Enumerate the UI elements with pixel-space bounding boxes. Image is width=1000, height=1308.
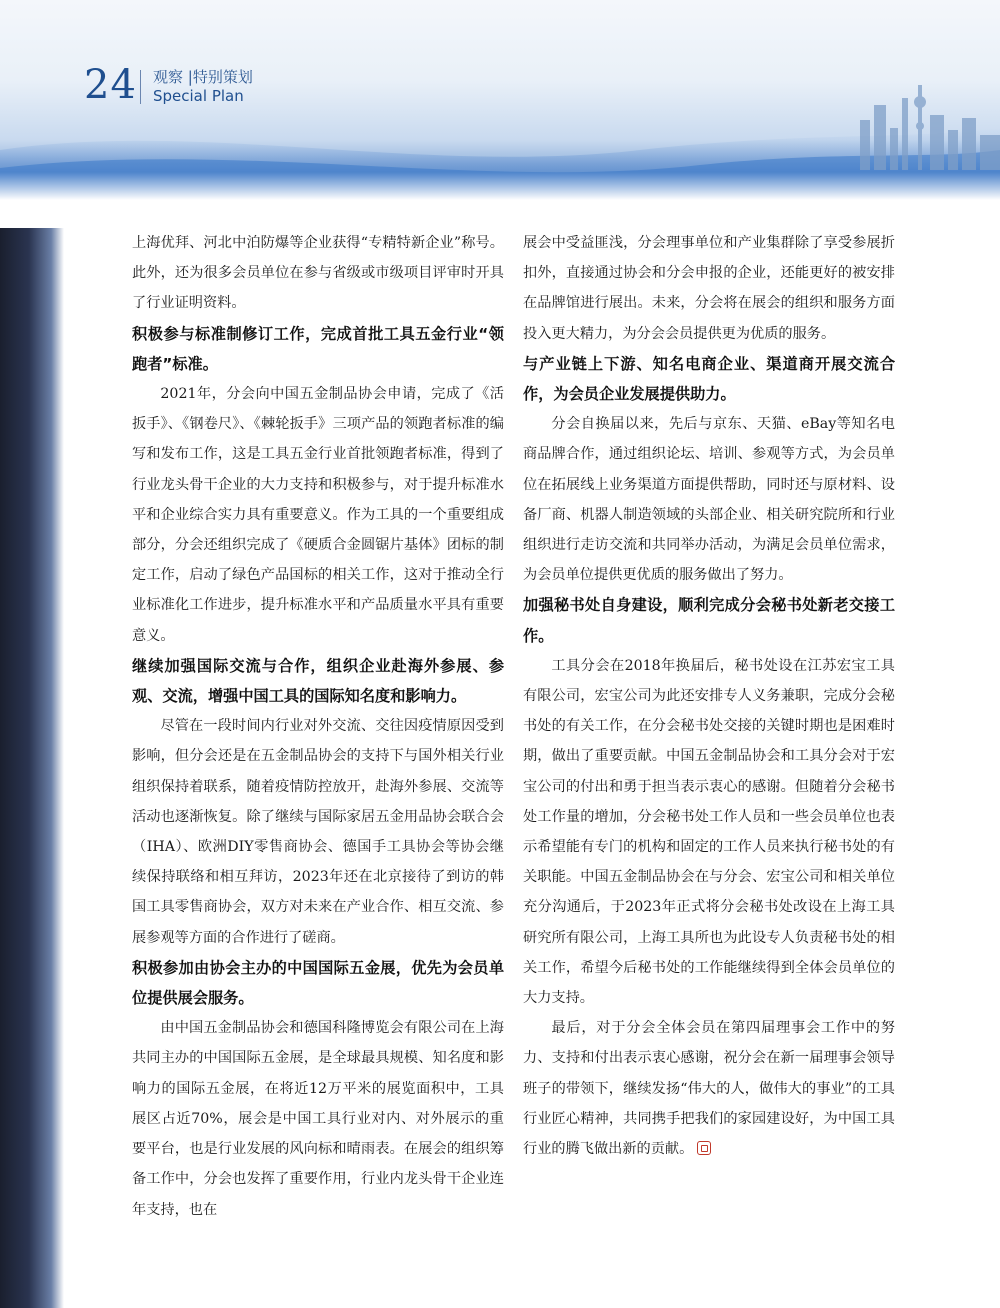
header-banner [0,0,1000,200]
paragraph: 工具分会在2018年换届后，秘书处设在江苏宏宝工具有限公司，宏宝公司为此还安排专人义务兼职，完成分会秘书处的有关工作，在分会秘书处交接的关键时期也是困难时期，做出了重要贡献。中国五金制品协会和工具分会对于宏宝公司的付出和勇于担当表示衷心的感谢。但随着分会秘书处工作量的增加，分会秘书处工作人员和一些会员单位也表示希望能有专门的机构和固定的工作人员来执行秘书处的有关职能。中国五金制品协会在与分会、宏宝公司和相关单位充分沟通后，于2023年正式将分会秘书处改设在上海工具研究所有限公司，上海工具所也为此设专人负责秘书处的相关工作，希望今后秘书处的工作能继续得到全体会员单位的大力支持。 [523,657,895,1007]
closing-paragraph [523,1013,895,1164]
paragraph: 尽管在一段时间内行业对外交流、交往因疫情原因受到影响，但分会还是在五金制品协会的支持下与国外相关行业组织保持着联系，随着疫情防控放开，赴海外参展、交流等活动也逐渐恢复。除了继续与国际家居五金用品协会联合会（IHA）、欧洲DIY零售商协会、德国手工具协会等协会继续保持联络和相互拜访，2023年还在北京接待了到访的韩国工具零售商协会，双方对未来在产业合作、相互交流、参展参观等方面的合作进行了磋商。 [132,718,504,946]
right-column [523,228,895,1164]
paragraph: 展会中受益匪浅，分会理事单位和产业集群除了享受参展折扣外，直接通过协会和分会申报的企业，还能更好的被安排在品牌馆进行展出。未来，分会将在展会的组织和服务方面投入更大精力，为分会会员提供更为优质的服务。 [523,235,895,342]
city-skyline-graphic [0,0,1000,200]
left-column [132,228,504,1225]
left-decor-bar [0,228,64,1308]
section-title-cn: 观察 |特别策划 [153,68,253,86]
page-number: 24 [84,62,137,108]
subheading: 积极参与标准制修订工作，完成首批工具五金行业“领跑者”标准。 [132,324,504,373]
header-divider [140,70,141,104]
subheading: 继续加强国际交流与合作，组织企业赴海外参展、参观、交流，增强中国工具的国际知名度和影响力。 [132,656,504,706]
subheading: 积极参加由协会主办的中国国际五金展，优先为会员单位提供展会服务。 [132,958,504,1008]
end-mark-icon [697,1141,711,1155]
paragraph: 分会自换届以来，先后与京东、天猫、eBay等知名电商品牌合作，通过组织论坛、培训、参观等方式，为会员单位在拓展线上业务渠道方面提供帮助，同时还与原材料、设备厂商、机器人制造领域的头部企业、相关研究院所和行业组织进行走访交流和共同举办活动，为满足会员单位需求，为会员单位提供更优质的服务做出了努力。 [523,416,895,584]
paragraph: 2021年，分会向中国五金制品协会申请，完成了《活扳手》、《钢卷尺》、《棘轮扳手》三项产品的领跑者标准的编写和发布工作，这是工具五金行业首批领跑者标准，得到了行业龙头骨干企业的大力支持和积极参与，对于提升标准水平和企业综合实力具有重要意义。作为工具的一个重要组成部分，分会还组织完成了《硬质合金圆锯片基体》团标的制定工作，启动了绿色产品国标的相关工作，这对于推动全行业标准化工作进步，提升标准水平和产品质量水平具有重要意义。 [132,386,504,644]
subheading: 加强秘书处自身建设，顺利完成分会秘书处新老交接工作。 [523,596,895,645]
subheading: 与产业链上下游、知名电商企业、渠道商开展交流合作，为会员企业发展提供助力。 [523,354,895,404]
paragraph: 由中国五金制品协会和德国科隆博览会有限公司在上海共同主办的中国国际五金展，是全球最具规模、知名度和影响力的国际五金展，在将近12万平米的展览面积中，工具展区占近70%，展会是中国工具行业对内、对外展示的重要平台，也是行业发展的风向标和晴雨表。在展会的组织筹备工作中，分会也发挥了重要作用，行业内龙头骨干企业连年支持，也在 [132,1020,504,1218]
paragraph: 上海优拜、河北中泊防爆等企业获得“专精特新企业”称号。此外，还为很多会员单位在参与省级或市级项目评审时开具了行业证明资料。 [132,235,504,312]
closing-text: 最后，对于分会全体会员在第四届理事会工作中的努力、支持和付出表示衷心感谢，祝分会在新一届理事会领导班子的带领下，继续发扬“伟大的人，做伟大的事业”的工具行业匠心精神，共同携手把我们的家园建设好，为中国工具行业的腾飞做出新的贡献。 [523,1020,895,1158]
section-title-en: Special Plan [153,87,244,105]
